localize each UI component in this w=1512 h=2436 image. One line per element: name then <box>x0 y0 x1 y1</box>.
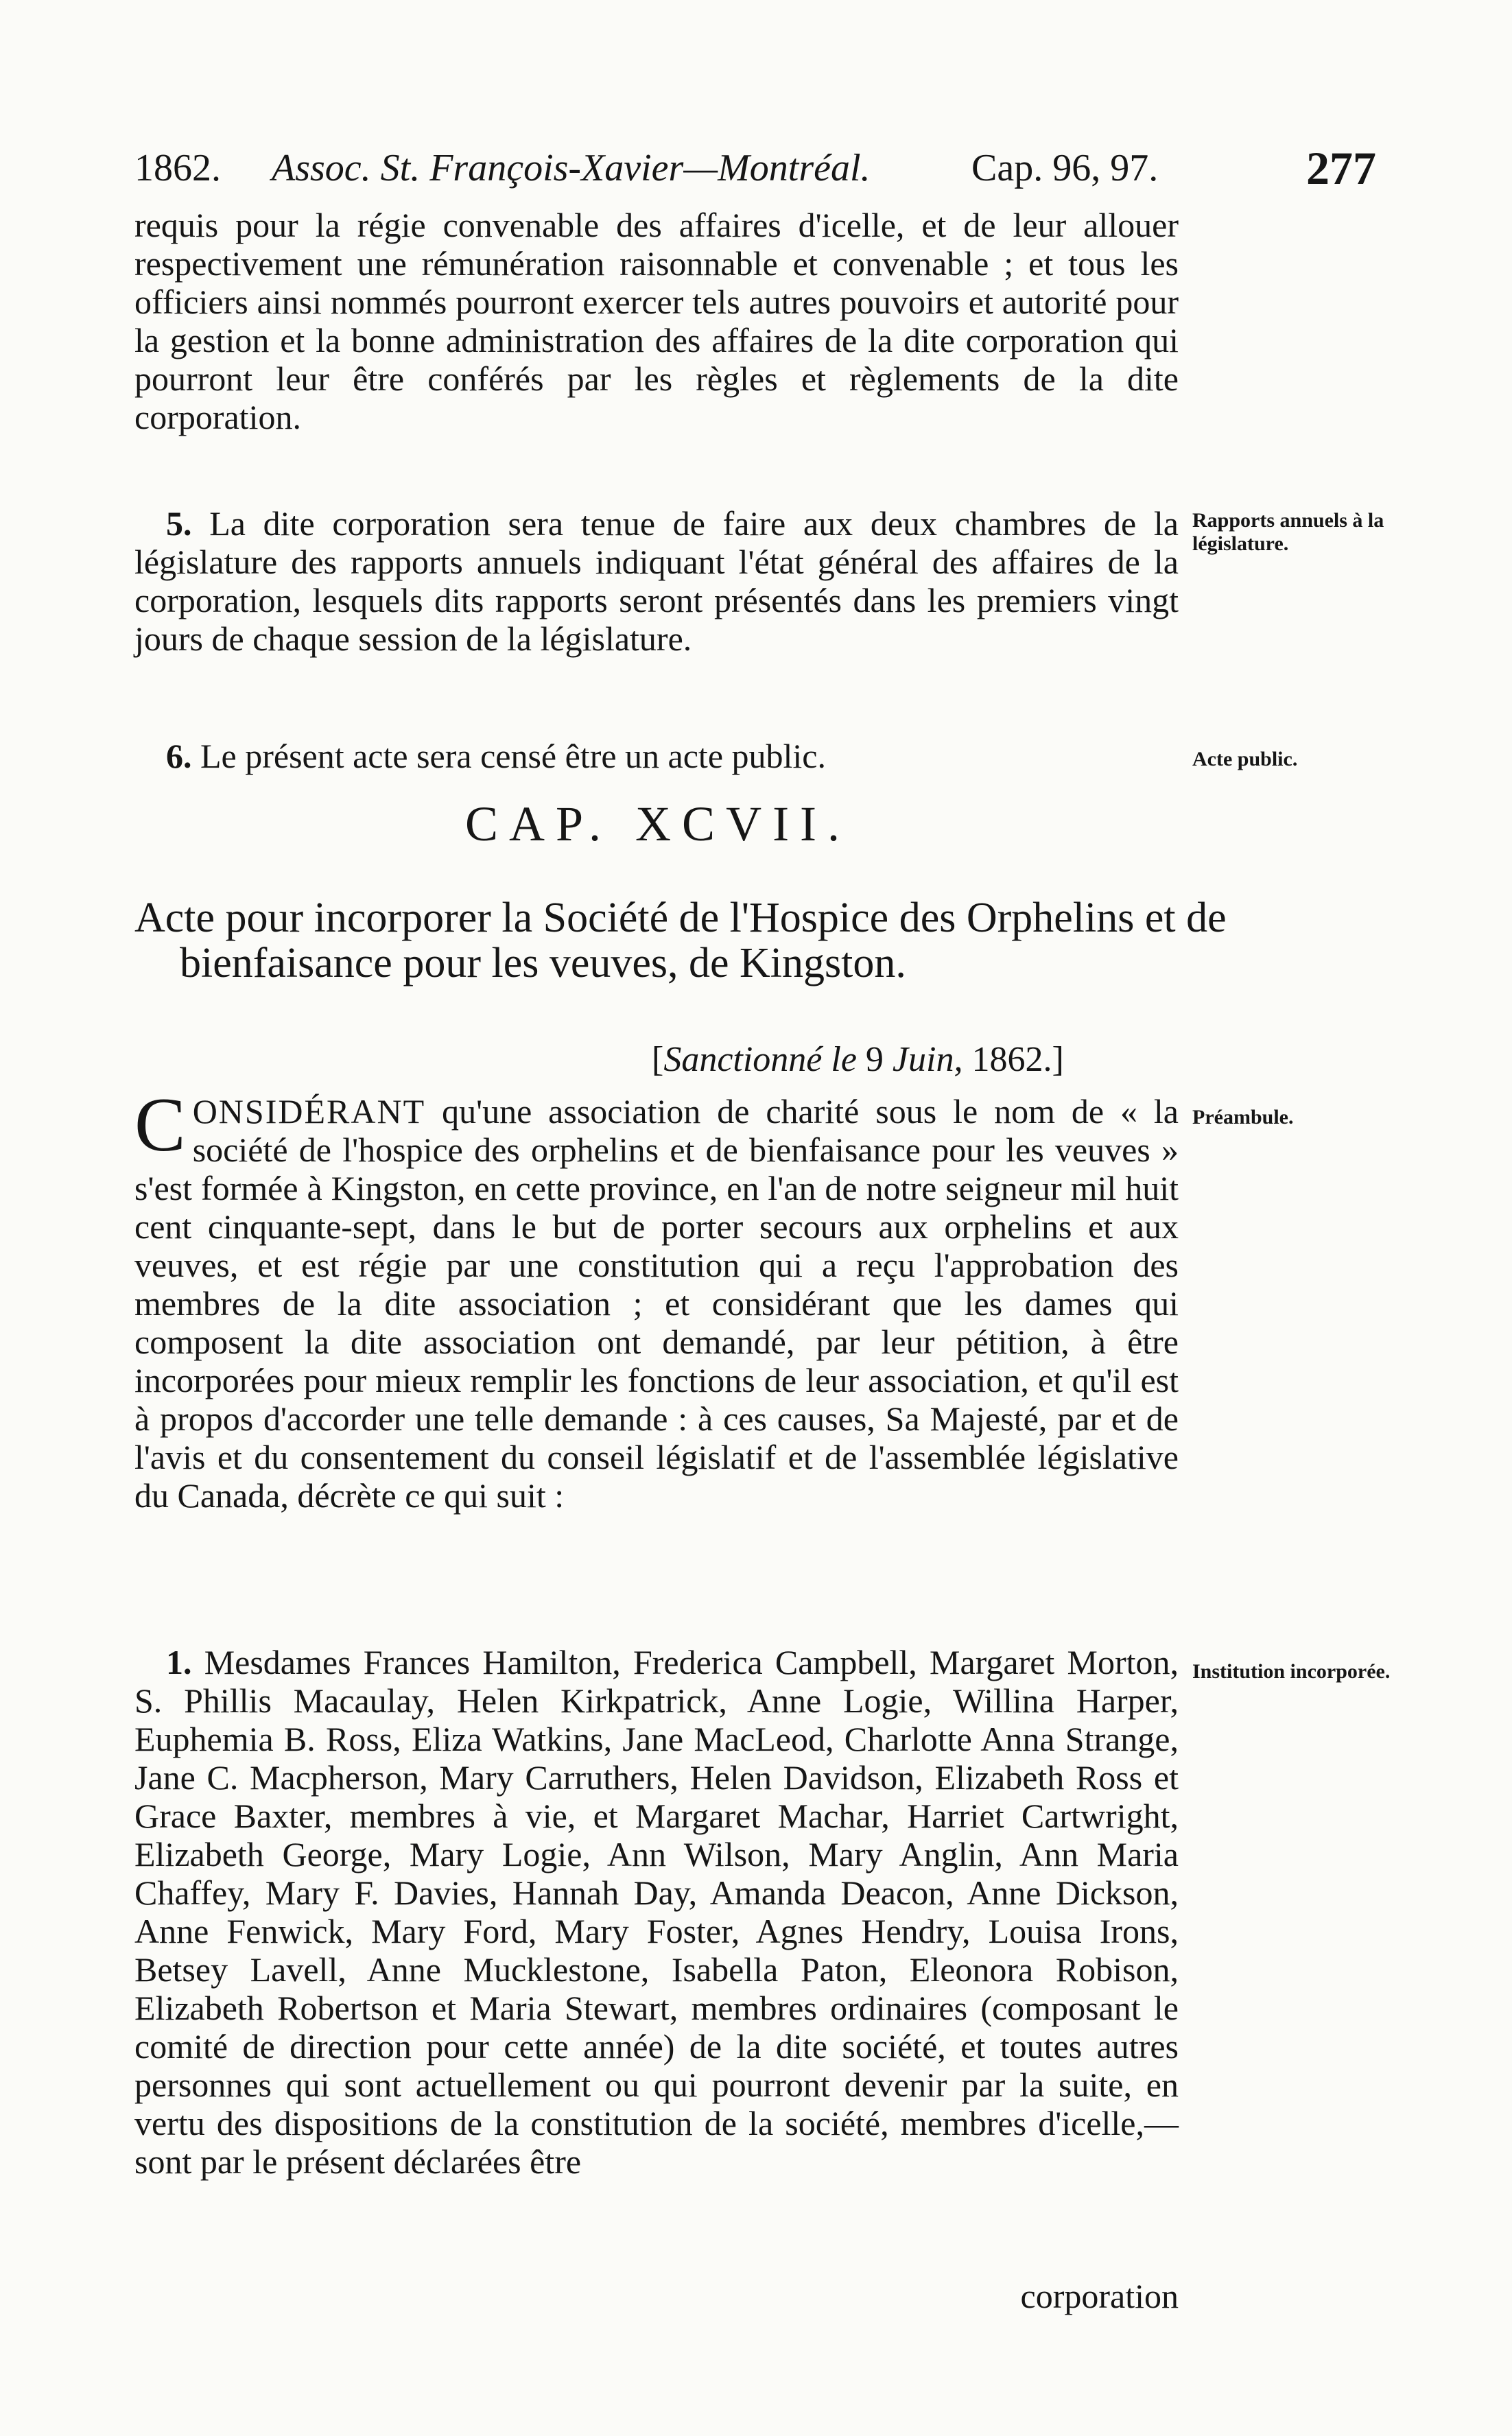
chapter-heading: CAP. XCVII. <box>464 796 851 851</box>
margin-note-section-1: Institution incorporée. <box>1192 1660 1391 1683</box>
running-header <box>134 141 1376 196</box>
margin-note-section-5: Rapports annuels à la législature. <box>1192 509 1384 555</box>
sanction-year: 1862.] <box>971 1040 1064 1079</box>
page-number: 277 <box>1306 142 1376 194</box>
sanction-open-bracket: [ <box>652 1040 664 1079</box>
section-5-number: 5. <box>166 504 192 543</box>
sanction-day: 9 <box>865 1040 884 1079</box>
header-year: 1862. <box>134 147 221 189</box>
act-title: Acte pour incorporer la Société de l'Hospice des Orphelins et de bienfaisance pour les veuves, de Kingston. <box>134 895 1227 986</box>
section-5 <box>134 504 1179 658</box>
section-6 <box>134 737 1179 775</box>
sanction-month: Juin, <box>892 1040 963 1079</box>
section-6-number: 6. <box>166 737 192 775</box>
preamble-dropcap: C <box>134 1083 186 1168</box>
section-1-text: Mesdames Frances Hamilton, Frederica Campbell, Margaret Morton, S. Phillis Macaulay, Helen Kirkpatrick, Anne Logie, Willina Harper, Euphemia B. Ross, Eliza Watkins, Jane MacLeod, Charlotte Anna Strange, Jane C. Macpherson, Mary Carruthers, Helen Davidson, Elizabeth Ross et Grace Baxter, membres à vie, et Margaret Machar, Harriet Cartwright, Elizabeth George, Mary Logie, Ann Wilson, Mary Anglin, Ann Maria Chaffey, Mary F. Davies, Hannah Day, Amanda Deacon, Anne Dickson, Anne Fenwick, Mary Ford, Mary Foster, Agnes Hendry, Louisa Irons, Betsey Lavell, Anne Mucklestone, Isabella Paton, Eleonora Robison, Elizabeth Robertson et Maria Stewart, membres ordinaires (composant le comité de direction pour cette année) de la dite société, et toutes autres personnes qui sont actuellement ou qui pourront devenir par la suite, en vertu des dispositions de la constitution de la société, membres d'icelle,—sont par le présent déclarées être <box>134 1643 1179 2181</box>
section-5-text: La dite corporation sera tenue de faire aux deux chambres de la législature des rapports annuels indiquant l'état général des affaires de la corporation, lesquels dits rapports seront présentés dans les premiers vingt jours de chaque session de la législature. <box>134 504 1179 658</box>
section-1-number: 1. <box>166 1643 192 1681</box>
section-1 <box>134 1643 1179 2181</box>
margin-note-section-6: Acte public. <box>1192 748 1298 770</box>
preamble <box>134 1083 1179 1515</box>
sanction-label: Sanctionné le <box>663 1040 857 1079</box>
sanction-date <box>652 1039 1064 1080</box>
preamble-text: qu'une association de charité sous le nom de « la société de l'hospice des orphelins et de bienfaisance pour les veuves » s'est formée à Kingston, en cette province, en l'an de notre seigneur mil huit cent cinquante-sept, dans le but de porter secours aux orphelins et aux veuves, et est régie par une constitution qui a reçu l'approbation des membres de la dite association ; et considérant que les dames qui composent la dite association ont demandé, par leur pétition, à être incorporées pour mieux remplir les fonctions de leur association, et qu'il est à propos d'accorder une telle demande : à ces causes, Sa Majesté, par et de l'avis et du consentement du conseil législatif et de l'assemblée législative du Canada, décrète ce qui suit : <box>134 1092 1179 1515</box>
header-title: Assoc. St. François-Xavier—Montréal. <box>272 147 871 189</box>
section-6-text: Le présent acte sera censé être un acte public. <box>200 737 826 775</box>
header-chapter: Cap. 96, 97. <box>971 147 1159 189</box>
catchword: corporation <box>1020 2277 1179 2315</box>
margin-note-preamble: Préambule. <box>1192 1106 1294 1128</box>
preamble-lead: ONSIDÉRANT <box>192 1092 426 1131</box>
paragraph-continuation: requis pour la régie convenable des affaires d'icelle, et de leur allouer respectivement une rémunération raisonnable et convenable ; et tous les officiers ainsi nommés pourront exercer tels autres pouvoirs et autorité pour la gestion et la bonne administration des affaires de la dite corporation qui pourront leur être conférés par les règles et règlements de la dite corporation. <box>134 206 1179 436</box>
